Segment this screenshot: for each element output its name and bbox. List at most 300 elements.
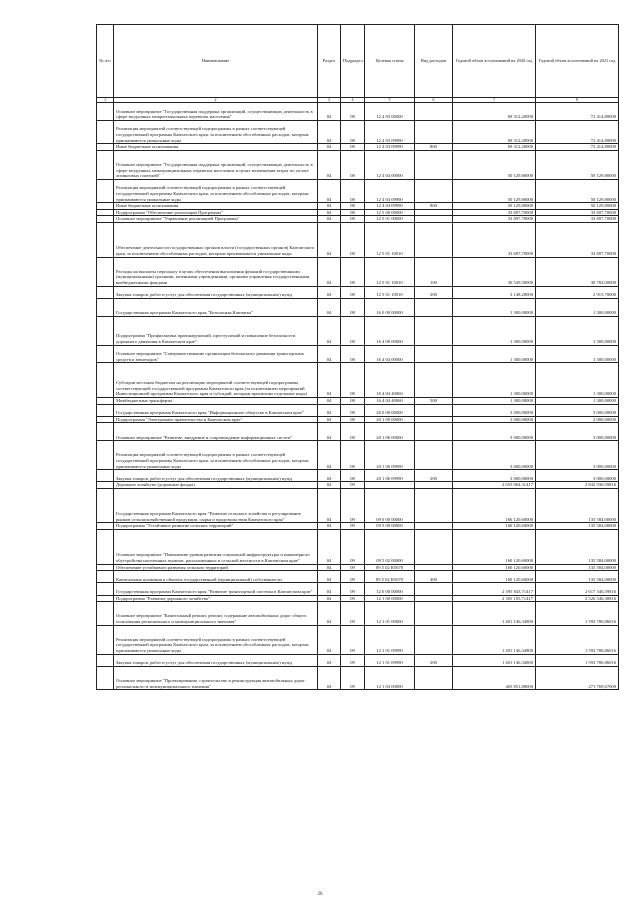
cell-expense-type: 200	[415, 654, 453, 666]
cell-subsection: 08	[341, 298, 365, 316]
cell-name: Государственная программа Камчатского края "Развитие сельского хозяйства и регулирование рынков сельскохозяйственной продукции, сырья и продовольствия Камчатского края"	[114, 488, 318, 523]
cell-amount-2021: 72 414,80000	[536, 103, 619, 121]
cell-subsection: 09	[341, 571, 365, 583]
cell-target-article: 12 4 03 00000	[365, 103, 415, 121]
cell-amount-2020: 160 120,60000	[453, 530, 536, 565]
cell-amount-2020: 33 697,70000	[453, 209, 536, 216]
column-index-cell: 3	[318, 98, 341, 103]
cell-target-article: 09 5 00 00000	[365, 523, 415, 530]
cell-target-article: 12 4 03 09990	[365, 144, 415, 151]
cell-expense-type	[415, 523, 453, 530]
cell-name: Основное мероприятие "Повышение уровня развития социальной инфраструктуры и инженерного обустройства населенных пунктов, расположенных в сельской местности в Камчатском крае"	[114, 530, 318, 565]
cell-expense-type	[415, 316, 453, 345]
cell-subsection: 09	[341, 666, 365, 689]
cell-subsection: 09	[341, 488, 365, 523]
cell-target-article: 12 0 00 00000	[365, 583, 415, 595]
cell-section: 04	[318, 441, 341, 470]
cell-amount-2020: 1 300,00000	[453, 298, 536, 316]
cell-number	[97, 423, 114, 441]
cell-target-article: 12 5 01 10010	[365, 222, 415, 257]
cell-amount-2020: 1 300,00000	[453, 316, 536, 345]
column-index-cell: 2	[114, 98, 318, 103]
cell-section: 04	[318, 488, 341, 523]
cell-expense-type	[415, 298, 453, 316]
cell-expense-type	[415, 482, 453, 489]
cell-name: Реализация мероприятий соответствующей подпрограммы в рамках соответствующей государственной программы Камчатского края, за исключением обособленных расходов, которым присваиваются уникальные коды	[114, 120, 318, 143]
cell-expense-type	[415, 209, 453, 216]
cell-name: Закупка товаров, работ и услуг для обеспечения государственных (муниципальных) нужд	[114, 654, 318, 666]
cell-section: 04	[318, 103, 341, 121]
cell-amount-2021: 3 000,00000	[536, 470, 619, 482]
cell-expense-type	[415, 530, 453, 565]
header-cell-expense-type: Вид расходов	[415, 25, 453, 98]
header-cell-amount-2021: Годовой объем ассигнований на 2021 год	[536, 25, 619, 98]
table-row	[97, 625, 619, 654]
cell-amount-2021: 30 782,00000	[536, 257, 619, 286]
cell-target-article: 16 0 00 00000	[365, 298, 415, 316]
cell-section: 04	[318, 120, 341, 143]
cell-expense-type	[415, 602, 453, 625]
cell-amount-2020: 50 129,80000	[453, 150, 536, 179]
cell-subsection: 08	[341, 222, 365, 257]
cell-subsection: 09	[341, 602, 365, 625]
cell-name: Государственная программа Камчатского края "Развитие транспортной системы в Камчатском крае"	[114, 583, 318, 595]
cell-target-article: 12 4 04 09990	[365, 179, 415, 202]
table-row	[97, 423, 619, 441]
cell-amount-2021: 3 000,00000	[536, 441, 619, 470]
cell-amount-2020: 1 300,00000	[453, 397, 536, 404]
cell-amount-2020: 33 697,70000	[453, 216, 536, 223]
cell-amount-2020: 160 120,60000	[453, 564, 536, 571]
cell-subsection: 08	[341, 179, 365, 202]
cell-amount-2021: 135 584,00000	[536, 530, 619, 565]
cell-subsection: 09	[341, 523, 365, 530]
cell-section: 04	[318, 222, 341, 257]
cell-expense-type: 500	[415, 397, 453, 404]
cell-name: Иные бюджетные ассигнования	[114, 203, 318, 210]
table-row	[97, 441, 619, 470]
table-row	[97, 103, 619, 121]
cell-target-article: 12 4 03 09990	[365, 120, 415, 143]
cell-subsection: 08	[341, 345, 365, 363]
cell-subsection: 09	[341, 564, 365, 571]
cell-section: 04	[318, 564, 341, 571]
cell-number	[97, 345, 114, 363]
cell-expense-type	[415, 595, 453, 602]
cell-number	[97, 209, 114, 216]
cell-expense-type	[415, 583, 453, 595]
cell-section: 04	[318, 209, 341, 216]
column-index-cell: 6	[415, 98, 453, 103]
header-cell-target-article: Целевая статья	[365, 25, 415, 98]
cell-name: Подпрограмма "Профилактика правонарушений, преступлений и повышение безопасности дорожного движения в Камчатском крае"	[114, 316, 318, 345]
cell-section: 04	[318, 257, 341, 286]
cell-name: Обеспечение устойчивого развития сельских территорий	[114, 564, 318, 571]
table-header-row	[97, 25, 619, 98]
cell-expense-type	[415, 216, 453, 223]
cell-amount-2021: 135 584,00000	[536, 564, 619, 571]
cell-amount-2020: 50 129,80000	[453, 179, 536, 202]
cell-subsection: 09	[341, 595, 365, 602]
cell-amount-2021: 1 593 786,86016	[536, 654, 619, 666]
table-row	[97, 209, 619, 216]
cell-subsection: 09	[341, 654, 365, 666]
cell-subsection: 09	[341, 530, 365, 565]
cell-section: 04	[318, 150, 341, 179]
cell-name: Основное мероприятие "Проектирование, строительство и реконструкция автомобильных дорог регионального и межмуниципального значения"	[114, 666, 318, 689]
table-row	[97, 523, 619, 530]
cell-number	[97, 397, 114, 404]
cell-subsection: 08	[341, 257, 365, 286]
cell-amount-2020: 1 401 146,34800	[453, 602, 536, 625]
table-row	[97, 179, 619, 202]
cell-amount-2020: 1 300,00000	[453, 345, 536, 363]
cell-section: 04	[318, 216, 341, 223]
cell-amount-2020: 3 000,00000	[453, 404, 536, 416]
cell-amount-2020: 2 305 105,71417	[453, 595, 536, 602]
cell-subsection: 08	[341, 120, 365, 143]
cell-name: Основное мероприятие "Капитальный ремонт, ремонт, содержание автомобильных дорог общего пользования регионального и межмуниципального значения"	[114, 602, 318, 625]
cell-amount-2020: 3 000,00000	[453, 416, 536, 423]
cell-target-article: 12 5 01 00000	[365, 216, 415, 223]
cell-number	[97, 564, 114, 571]
column-index-cell: 5	[365, 98, 415, 103]
cell-amount-2020: 69 312,20000	[453, 120, 536, 143]
cell-name: Подпрограмма "Развитие дорожного хозяйства"	[114, 595, 318, 602]
cell-name: Иные бюджетные ассигнования	[114, 144, 318, 151]
cell-target-article: 12 1 03 00000	[365, 666, 415, 689]
cell-target-article: 20 1 06 00000	[365, 423, 415, 441]
cell-name: Субсидии местным бюджетам на реализацию мероприятий соответствующей подпрограммы соответствующей государственной программы Камчатского края (за исключением мероприятий Инвестиционной программы Камчатского края и субсидий, которым присвоены отдельные коды)	[114, 363, 318, 398]
cell-number	[97, 286, 114, 298]
cell-subsection: 08	[341, 203, 365, 210]
cell-amount-2021: 33 697,70000	[536, 216, 619, 223]
table-row	[97, 530, 619, 565]
header-cell-section: Раздел	[318, 25, 341, 98]
cell-expense-type	[415, 416, 453, 423]
cell-amount-2020: 69 312,20000	[453, 144, 536, 151]
cell-expense-type	[415, 150, 453, 179]
cell-target-article: 12 1 01 00000	[365, 602, 415, 625]
table-row	[97, 602, 619, 625]
cell-expense-type	[415, 404, 453, 416]
cell-number	[97, 222, 114, 257]
table-body	[97, 103, 619, 690]
table-row	[97, 216, 619, 223]
cell-subsection: 08	[341, 470, 365, 482]
cell-target-article	[365, 482, 415, 489]
cell-amount-2021: 3 000,00000	[536, 416, 619, 423]
cell-section: 04	[318, 482, 341, 489]
cell-section: 04	[318, 179, 341, 202]
cell-amount-2021: 1 300,00000	[536, 316, 619, 345]
table-row	[97, 571, 619, 583]
table-row	[97, 203, 619, 210]
cell-subsection: 08	[341, 397, 365, 404]
cell-expense-type	[415, 120, 453, 143]
cell-section: 04	[318, 298, 341, 316]
cell-section: 04	[318, 470, 341, 482]
table-row	[97, 416, 619, 423]
cell-number	[97, 482, 114, 489]
table-row	[97, 470, 619, 482]
table-row	[97, 583, 619, 595]
column-index-cell: 7	[453, 98, 536, 103]
cell-target-article: 12 1 01 09990	[365, 654, 415, 666]
cell-subsection: 09	[341, 625, 365, 654]
table-row	[97, 564, 619, 571]
cell-section: 04	[318, 416, 341, 423]
table-row	[97, 482, 619, 489]
cell-expense-type	[415, 179, 453, 202]
document-page	[96, 24, 618, 690]
cell-number	[97, 530, 114, 565]
cell-name: Межбюджетные трансферты	[114, 397, 318, 404]
cell-amount-2021: 3 000,00000	[536, 423, 619, 441]
cell-expense-type: 200	[415, 470, 453, 482]
cell-amount-2020: 1 401 146,34800	[453, 654, 536, 666]
table-row	[97, 345, 619, 363]
table-row	[97, 595, 619, 602]
cell-expense-type: 800	[415, 144, 453, 151]
cell-target-article: 09 0 00 00000	[365, 488, 415, 523]
cell-subsection: 08	[341, 423, 365, 441]
cell-amount-2021: 2 617 346,59816	[536, 583, 619, 595]
cell-amount-2020: 3 000,00000	[453, 423, 536, 441]
cell-number	[97, 216, 114, 223]
cell-amount-2021: 2 915,70000	[536, 286, 619, 298]
cell-target-article: 16 4 04 00000	[365, 345, 415, 363]
cell-number	[97, 488, 114, 523]
cell-amount-2020: 1 300,00000	[453, 363, 536, 398]
cell-section: 04	[318, 423, 341, 441]
cell-subsection: 09	[341, 583, 365, 595]
cell-amount-2021: 50 129,80000	[536, 179, 619, 202]
cell-target-article: 09 5 02 R5670	[365, 564, 415, 571]
cell-amount-2021: 1 593 786,86016	[536, 602, 619, 625]
table-row	[97, 316, 619, 345]
cell-expense-type	[415, 488, 453, 523]
cell-amount-2020: 160 120,60000	[453, 488, 536, 523]
cell-name: Закупка товаров, работ и услуг для обеспечения государственных (муниципальных) нужд	[114, 286, 318, 298]
cell-name: Расходы на выплаты персоналу в целях обеспечения выполнения функций государственными (муниципальными) органами, казенными учреждениями, органами управления государственными внебюджетными фондами	[114, 257, 318, 286]
cell-subsection: 08	[341, 404, 365, 416]
cell-target-article: 12 5 01 10010	[365, 257, 415, 286]
cell-number	[97, 144, 114, 151]
cell-name: Дорожное хозяйство (дорожные фонды)	[114, 482, 318, 489]
cell-name: Основное мероприятие "Управление реализацией Программы"	[114, 216, 318, 223]
table-row	[97, 363, 619, 398]
cell-expense-type	[415, 363, 453, 398]
cell-subsection: 08	[341, 209, 365, 216]
cell-amount-2020: 160 120,60000	[453, 571, 536, 583]
cell-subsection: 08	[341, 416, 365, 423]
cell-number	[97, 666, 114, 689]
cell-expense-type	[415, 345, 453, 363]
cell-target-article: 16 4 04 40060	[365, 363, 415, 398]
cell-amount-2020: 3 148,20000	[453, 286, 536, 298]
table-row	[97, 257, 619, 286]
cell-target-article: 16 4 00 00000	[365, 316, 415, 345]
cell-target-article: 12 1 01 09990	[365, 625, 415, 654]
cell-number	[97, 583, 114, 595]
cell-number	[97, 595, 114, 602]
cell-amount-2020: 2 655 964,31417	[453, 482, 536, 489]
budget-table	[96, 24, 619, 690]
cell-number	[97, 625, 114, 654]
cell-amount-2021: 1 300,00000	[536, 363, 619, 398]
cell-expense-type: 100	[415, 257, 453, 286]
cell-section: 04	[318, 530, 341, 565]
cell-amount-2021: 135 584,00000	[536, 523, 619, 530]
cell-number	[97, 571, 114, 583]
cell-amount-2020: 2 395 843,71417	[453, 583, 536, 595]
cell-subsection: 08	[341, 216, 365, 223]
cell-number	[97, 179, 114, 202]
cell-name: Подпрограмма "Устойчивое развитие сельских территорий"	[114, 523, 318, 530]
cell-number	[97, 150, 114, 179]
cell-number	[97, 363, 114, 398]
cell-subsection: 08	[341, 144, 365, 151]
table-row	[97, 298, 619, 316]
cell-number	[97, 257, 114, 286]
table-row	[97, 404, 619, 416]
cell-number	[97, 316, 114, 345]
cell-subsection: 09	[341, 482, 365, 489]
cell-target-article: 12 4 04 00000	[365, 150, 415, 179]
cell-amount-2020: 403 851,88000	[453, 666, 536, 689]
cell-expense-type: 200	[415, 286, 453, 298]
cell-section: 04	[318, 602, 341, 625]
cell-amount-2020: 69 312,20000	[453, 103, 536, 121]
cell-number	[97, 470, 114, 482]
cell-amount-2021: 2 842 930,59816	[536, 482, 619, 489]
cell-number	[97, 203, 114, 210]
cell-expense-type	[415, 441, 453, 470]
cell-target-article: 09 5 02 R5670	[365, 571, 415, 583]
cell-amount-2021: 135 584,00000	[536, 488, 619, 523]
cell-amount-2021: 72 414,80000	[536, 144, 619, 151]
cell-expense-type	[415, 222, 453, 257]
cell-amount-2020: 30 549,50000	[453, 257, 536, 286]
cell-target-article: 16 4 04 40060	[365, 397, 415, 404]
cell-amount-2021: 50 129,80000	[536, 150, 619, 179]
cell-expense-type: 800	[415, 203, 453, 210]
cell-name: Реализация мероприятий соответствующей подпрограммы в рамках соответствующей государственной программы Камчатского края, за исключением обособленных расходов, которым присваиваются уникальные коды	[114, 441, 318, 470]
table-row	[97, 120, 619, 143]
column-index-cell: 4	[341, 98, 365, 103]
cell-amount-2021: 33 697,70000	[536, 209, 619, 216]
table-row	[97, 150, 619, 179]
cell-amount-2021: 1 300,00000	[536, 298, 619, 316]
column-index-cell: 1	[97, 98, 114, 103]
cell-name: Основное мероприятие "Развитие, внедрение и сопровождение информационных систем"	[114, 423, 318, 441]
table-row	[97, 666, 619, 689]
cell-amount-2020: 160 120,60000	[453, 523, 536, 530]
cell-amount-2021: 1 300,00000	[536, 345, 619, 363]
cell-number	[97, 654, 114, 666]
header-cell-name: Наименование	[114, 25, 318, 98]
cell-target-article: 12 1 00 00000	[365, 595, 415, 602]
cell-amount-2021: 72 414,80000	[536, 120, 619, 143]
cell-section: 04	[318, 363, 341, 398]
cell-expense-type: 400	[415, 571, 453, 583]
cell-subsection: 08	[341, 363, 365, 398]
cell-section: 04	[318, 144, 341, 151]
cell-number	[97, 120, 114, 143]
cell-section: 04	[318, 654, 341, 666]
header-cell-amount-2020: Годовой объем ассигнований на 2020 год	[453, 25, 536, 98]
cell-amount-2020: 1 401 146,34800	[453, 625, 536, 654]
cell-name: Капитальные вложения в объекты государственной (муниципальной) собственности	[114, 571, 318, 583]
cell-expense-type	[415, 625, 453, 654]
cell-amount-2020: 50 129,80000	[453, 203, 536, 210]
cell-amount-2021: 1 300,00000	[536, 397, 619, 404]
cell-subsection: 08	[341, 441, 365, 470]
cell-amount-2021: 1 593 786,86016	[536, 625, 619, 654]
cell-name: Закупка товаров, работ и услуг для обеспечения государственных (муниципальных) нужд	[114, 470, 318, 482]
cell-section: 04	[318, 666, 341, 689]
cell-section: 04	[318, 203, 341, 210]
cell-amount-2020: 3 000,00000	[453, 470, 536, 482]
cell-section: 04	[318, 286, 341, 298]
table-row	[97, 488, 619, 523]
cell-number	[97, 404, 114, 416]
cell-name: Основное мероприятие "Государственная поддержка организаций, осуществляющих деятельность в сфере воздушных межрегиональных перевозок населения"	[114, 103, 318, 121]
table-row	[97, 654, 619, 666]
cell-amount-2021: 3 000,00000	[536, 404, 619, 416]
cell-target-article: 20 1 06 09990	[365, 470, 415, 482]
cell-section: 04	[318, 523, 341, 530]
cell-section: 04	[318, 595, 341, 602]
cell-amount-2020: 3 000,00000	[453, 441, 536, 470]
cell-name: Основное мероприятие "Совершенствование организации безопасного движения транспортных средств и пешеходов"	[114, 345, 318, 363]
cell-target-article: 20 1 06 09990	[365, 441, 415, 470]
cell-number	[97, 441, 114, 470]
cell-amount-2021: 33 697,70000	[536, 222, 619, 257]
table-row	[97, 222, 619, 257]
cell-expense-type	[415, 666, 453, 689]
cell-section: 04	[318, 404, 341, 416]
cell-number	[97, 103, 114, 121]
cell-amount-2021: 135 584,00000	[536, 571, 619, 583]
cell-target-article: 12 4 04 09990	[365, 203, 415, 210]
cell-section: 04	[318, 571, 341, 583]
cell-name: Основное мероприятие "Государственная поддержка организаций, осуществляющих деятельность в сфере воздушных межмуниципальных перевозок населения, в целях возмещения затрат по уплате лизинговых платежей"	[114, 150, 318, 179]
cell-subsection: 08	[341, 103, 365, 121]
cell-name: Реализация мероприятий соответствующей подпрограммы в рамках соответствующей государственной программы Камчатского края, за исключением обособленных расходов, которым присваиваются уникальные коды	[114, 179, 318, 202]
cell-target-article: 20 0 00 00000	[365, 404, 415, 416]
cell-section: 04	[318, 345, 341, 363]
cell-number	[97, 416, 114, 423]
cell-target-article: 20 1 00 00000	[365, 416, 415, 423]
cell-target-article: 09 5 02 00000	[365, 530, 415, 565]
cell-expense-type	[415, 103, 453, 121]
cell-name: Подпрограмма "Обеспечение реализации Программы"	[114, 209, 318, 216]
cell-number	[97, 602, 114, 625]
cell-name: Обеспечение деятельности государственных органов власти (государственных органов) Камчатского края, за исключением обособленных расходов, которым присваиваются уникальные коды.	[114, 222, 318, 257]
cell-name: Государственная программа Камчатского края "Информационное общество в Камчатском крае"	[114, 404, 318, 416]
cell-target-article: 12 5 00 00000	[365, 209, 415, 216]
cell-name: Реализация мероприятий соответствующей подпрограммы в рамках соответствующей государственной программы Камчатского края, за исключением обособленных расходов, которым присваиваются уникальные коды	[114, 625, 318, 654]
column-index-cell: 8	[536, 98, 619, 103]
cell-section: 04	[318, 316, 341, 345]
cell-amount-2021: 2 526 546,38816	[536, 595, 619, 602]
cell-target-article: 12 5 01 10010	[365, 286, 415, 298]
cell-name: Государственная программа Камчатского края "Безопасная Камчатка"	[114, 298, 318, 316]
cell-section: 04	[318, 625, 341, 654]
table-row	[97, 144, 619, 151]
